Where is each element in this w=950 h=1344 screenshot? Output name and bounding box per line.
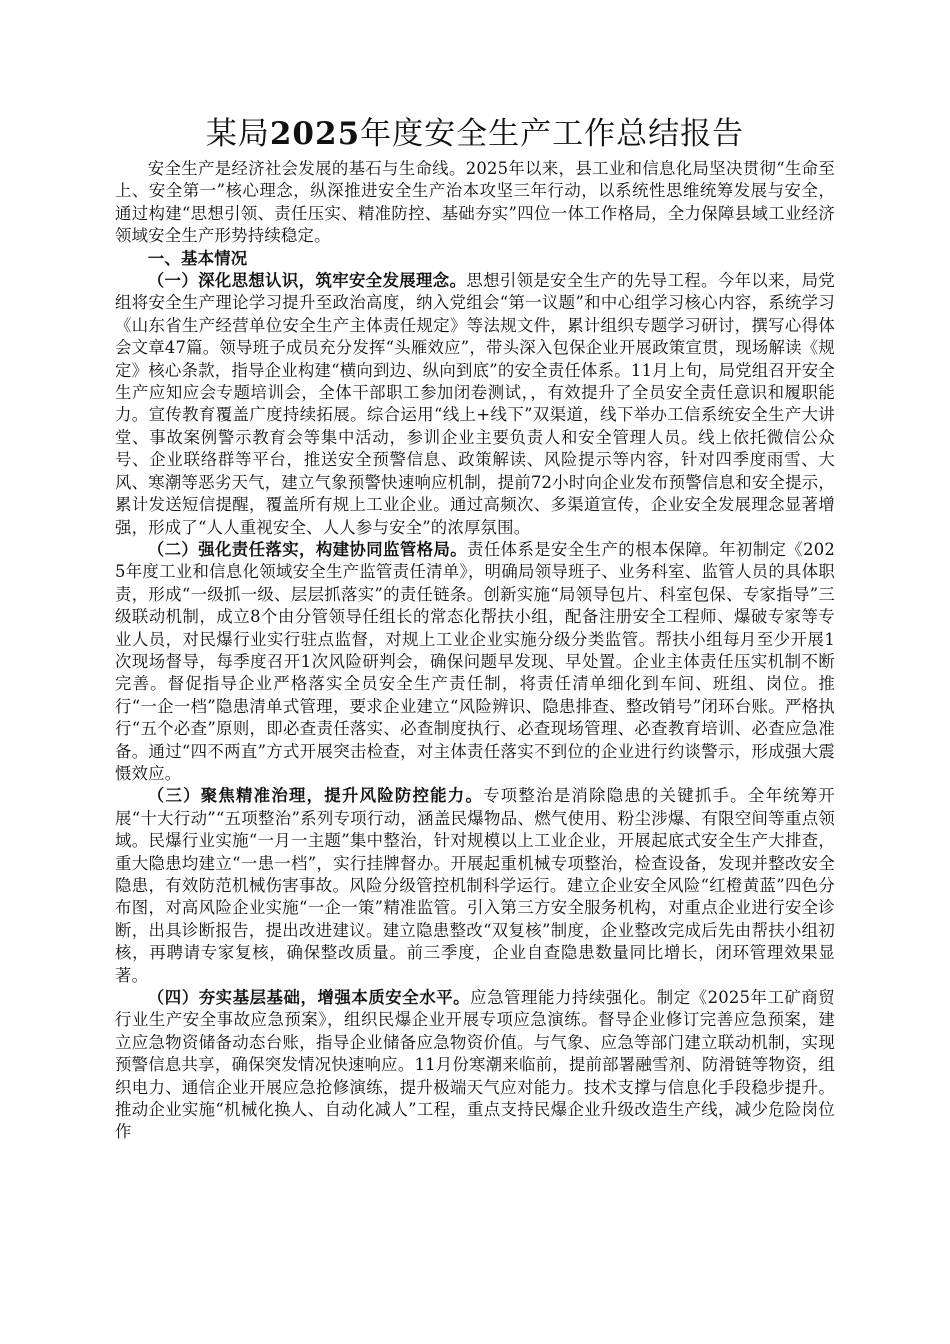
- title-year: 2025: [269, 116, 361, 152]
- paragraph-2: [115, 539, 835, 785]
- document-title: [0, 112, 950, 156]
- paragraph-1-heading: （一）深化思想认识，筑牢安全发展理念。: [147, 271, 467, 291]
- paragraph-1: [115, 270, 835, 539]
- paragraph-3-text: 专项整治是消除隐患的关键抓手。全年统筹开展“十大行动”“五项整治”系列专项行动，涵盖民爆物品、燃气使用、粉尘涉爆、有限空间等重点领域。民爆行业实施“一月一主题”集中整治，针对规模以上工业企业，开展起底式安全生产大排查，重大隐患均建立“一患一档”，实行挂牌督办。开展起重机械专项整治，检查设备，发现并整改安全隐患，有效防范机械伤害事故。风险分级管控机制科学运行。建立企业安全风险“红橙黄蓝”四色分布图，对高风险企业实施“一企一策”精准监管。引入第三方安全服务机构，对重点企业进行安全诊断，出具诊断报告，提出改进建议。建立隐患整改“双复核”制度，企业整改完成后先由帮扶小组初核，再聘请专家复核，确保整改质量。前三季度，企业自查隐患数量同比增长，闭环管理效果显著。: [115, 786, 835, 985]
- document-body: [115, 158, 835, 1144]
- paragraph-4-text: 应急管理能力持续强化。制定《2025年工矿商贸行业生产安全事故应急预案》，组织民爆企业开展专项应急演练。督导企业修订完善应急预案，建立应急物资储备动态台账，指导企业储备应急物资价值。与气象、应急等部门建立联动机制，实现预警信息共享，确保突发情况快速响应。11月份寒潮来临前，提前部署融雪剂、防滑链等物资，组织电力、通信企业开展应急抢修演练，提升极端天气应对能力。技术支撑与信息化手段稳步提升。推动企业实施“机械化换人、自动化减人”工程，重点支持民爆企业升级改造生产线，减少危险岗位作: [115, 988, 835, 1142]
- title-prefix: 某局: [205, 116, 270, 152]
- paragraph-3: [115, 785, 835, 987]
- paragraph-3-heading: （三）聚焦精准治理，提升风险防控能力。: [147, 786, 484, 806]
- paragraph-4: [115, 987, 835, 1144]
- paragraph-2-heading: （二）强化责任落实，构建协同监管格局。: [147, 539, 468, 559]
- paragraph-4-heading: （四）夯实基层基础，增强本质安全水平。: [147, 988, 471, 1008]
- section-heading-basic-situation: 一、基本情况: [147, 248, 248, 268]
- intro-paragraph: 安全生产是经济社会发展的基石与生命线。2025年以来，县工业和信息化局坚决贯彻“生命至上、安全第一”核心理念，纵深推进安全生产治本攻坚三年行动，以系统性思维统筹发展与安全，通过构建“思想引领、责任压实、精准防控、基础夯实”四位一体工作格局，全力保障县域工业经济领域安全生产形势持续稳定。: [115, 159, 835, 246]
- paragraph-2-text: 责任体系是安全生产的根本保障。年初制定《2025年度工业和信息化领域安全生产监管责任清单》，明确局领导班子、业务科室、监管人员的具体职责，形成“一级抓一级、层层抓落实”的责任链条。创新实施“局领导包片、科室包保、专家指导”三级联动机制，成立8个由分管领导任组长的常态化帮扶小组，配备注册安全工程师、爆破专家等专业人员，对民爆行业实行驻点监督，对规上工业企业实施分级分类监管。帮扶小组每月至少开展1次现场督导，每季度召开1次风险研判会，确保问题早发现、早处置。企业主体责任压实机制不断完善。督促指导企业严格落实全员安全生产责任制，将责任清单细化到车间、班组、岗位。推行“一企一档”隐患清单式管理，要求企业建立“风险辨识、隐患排查、整改销号”闭环台账。严格执行“五个必查”原则，即必查责任落实、必查制度执行、必查现场管理、必查教育培训、必查应急准备。通过“四不两直”方式开展突击检查，对主体责任落实不到位的企业进行约谈警示，形成强大震慑效应。: [115, 539, 835, 783]
- paragraph-1-text: 思想引领是安全生产的先导工程。今年以来，局党组将安全生产理论学习提升至政治高度，纳入党组会“第一议题”和中心组学习核心内容，系统学习《山东省生产经营单位安全生产主体责任规定》等法规文件，累计组织专题学习研讨，撰写心得体会文章47篇。领导班子成员充分发挥“头雁效应”，带头深入包保企业开展政策宣贯，现场解读《规定》核心条款，指导企业构建“横向到边、纵向到底”的安全责任体系。11月上旬，局党组召开安全生产应知应会专题培训会，全体干部职工参加闭卷测试，，有效提升了全员安全责任意识和履职能力。宣传教育覆盖广度持续拓展。综合运用“线上+线下”双渠道，线下举办工信系统安全生产大讲堂、事故案例警示教育会等集中活动，参训企业主要负责人和安全管理人员。线上依托微信公众号、企业联络群等平台，推送安全预警信息、政策解读、风险提示等内容，针对四季度雨雪、大风、寒潮等恶劣天气，建立气象预警快速响应机制，提前72小时向企业发布预警信息和安全提示，累计发送短信提醒，覆盖所有规上工业企业。通过高频次、多渠道宣传，企业安全发展理念显著增强，形成了“人人重视安全、人人参与安全”的浓厚氛围。: [115, 271, 835, 537]
- title-suffix: 年度安全生产工作总结报告: [360, 116, 745, 152]
